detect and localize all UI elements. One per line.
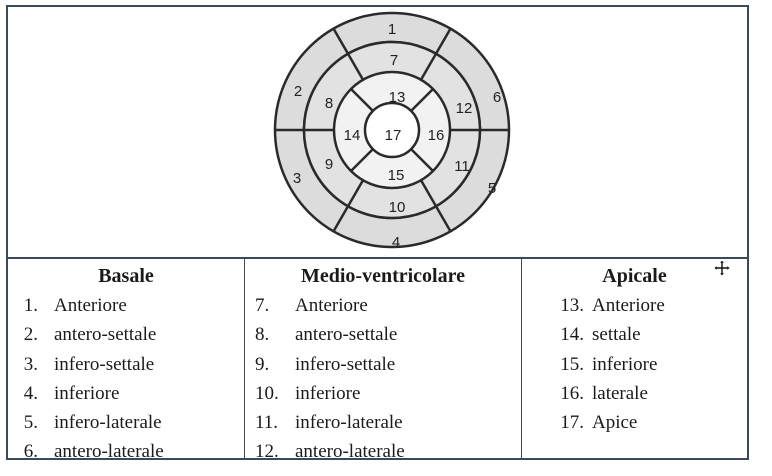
segment-name: inferiore	[592, 353, 658, 375]
bullseye-plot	[8, 7, 747, 257]
segment-name: antero-settale	[54, 324, 157, 346]
column-medio-ventricolare	[245, 259, 522, 463]
segment-number: 7.	[255, 295, 270, 316]
segment-name: Apice	[592, 412, 638, 434]
segment-number: 6.	[23, 441, 38, 463]
segment-number: 4.	[23, 382, 38, 404]
segment-name: antero-settale	[295, 324, 398, 346]
segment-list-item	[8, 379, 244, 408]
segment-name: infero-settale	[54, 353, 155, 375]
segment-list-item	[8, 437, 244, 466]
segment-list	[245, 291, 521, 467]
segment-name: laterale	[592, 382, 648, 404]
segment-list-item	[245, 291, 521, 320]
segment-label-10: 10	[388, 198, 406, 216]
segment-list-item	[8, 350, 244, 379]
segment-list-item	[522, 291, 747, 320]
segment-label-2: 2	[293, 82, 303, 100]
segment-name: infero-settale	[295, 353, 396, 375]
column-basale	[8, 259, 245, 463]
segment-label-8: 8	[324, 94, 334, 112]
segment-list-item	[8, 291, 244, 320]
column-heading: Medio-ventricolare	[300, 265, 465, 287]
segment-name: antero-laterale	[295, 441, 405, 463]
segment-label-16: 16	[427, 126, 445, 144]
segment-number: 13.	[560, 295, 584, 316]
segment-name: inferiore	[295, 382, 361, 404]
segment-label-17: 17	[384, 126, 402, 144]
segment-label-4: 4	[391, 233, 401, 251]
segment-list-item	[522, 408, 747, 437]
segment-name: antero-laterale	[54, 441, 164, 463]
segment-name: Anteriore	[295, 295, 368, 316]
segment-list-item	[245, 408, 521, 437]
segment-list-item	[522, 320, 747, 349]
segment-label-13: 13	[388, 88, 406, 106]
segment-list-item	[8, 408, 244, 437]
segment-label-5: 5	[487, 179, 497, 197]
segment-number: 1.	[23, 295, 38, 316]
segment-number: 17.	[560, 412, 584, 434]
segment-number: 8.	[255, 324, 270, 346]
segment-list-item	[245, 320, 521, 349]
segment-number: 3.	[23, 353, 38, 375]
segment-name: settale	[592, 324, 641, 346]
segment-list-item	[8, 320, 244, 349]
segment-label-3: 3	[292, 169, 302, 187]
segment-number: 16.	[560, 382, 584, 404]
segment-label-12: 12	[455, 99, 473, 117]
segment-name: Anteriore	[592, 295, 665, 316]
segment-number: 14.	[560, 324, 584, 346]
column-heading: Basale	[98, 265, 154, 287]
segment-label-14: 14	[343, 126, 361, 144]
segment-number: 5.	[23, 412, 38, 434]
segment-number: 15.	[560, 353, 584, 375]
segment-label-1: 1	[387, 20, 397, 38]
segment-label-15: 15	[387, 166, 405, 184]
segment-table	[8, 257, 747, 463]
segment-list-item	[522, 350, 747, 379]
segment-list	[8, 291, 244, 467]
segment-label-7: 7	[389, 51, 399, 69]
bullseye-diagram	[8, 7, 747, 257]
figure-frame	[6, 5, 749, 463]
segment-name: inferiore	[54, 382, 120, 404]
segment-number: 10.	[255, 382, 279, 404]
move-cursor-icon	[713, 259, 731, 277]
segment-number: 11.	[255, 412, 279, 434]
segment-name: infero-laterale	[54, 412, 162, 434]
segment-list-item	[245, 437, 521, 466]
segment-number: 9.	[255, 353, 270, 375]
segment-list-item	[245, 379, 521, 408]
segment-label-6: 6	[492, 88, 502, 106]
segment-number: 2.	[23, 324, 38, 346]
segment-name: infero-laterale	[295, 412, 403, 434]
segment-name: Anteriore	[54, 295, 127, 316]
segment-list-item	[522, 379, 747, 408]
segment-number: 12.	[255, 441, 279, 463]
segment-label-11: 11	[454, 157, 470, 175]
segment-label-9: 9	[324, 155, 334, 173]
segment-list-item	[245, 350, 521, 379]
column-apicale	[522, 259, 747, 460]
segment-list	[522, 291, 747, 437]
column-heading: Apicale	[602, 265, 667, 287]
